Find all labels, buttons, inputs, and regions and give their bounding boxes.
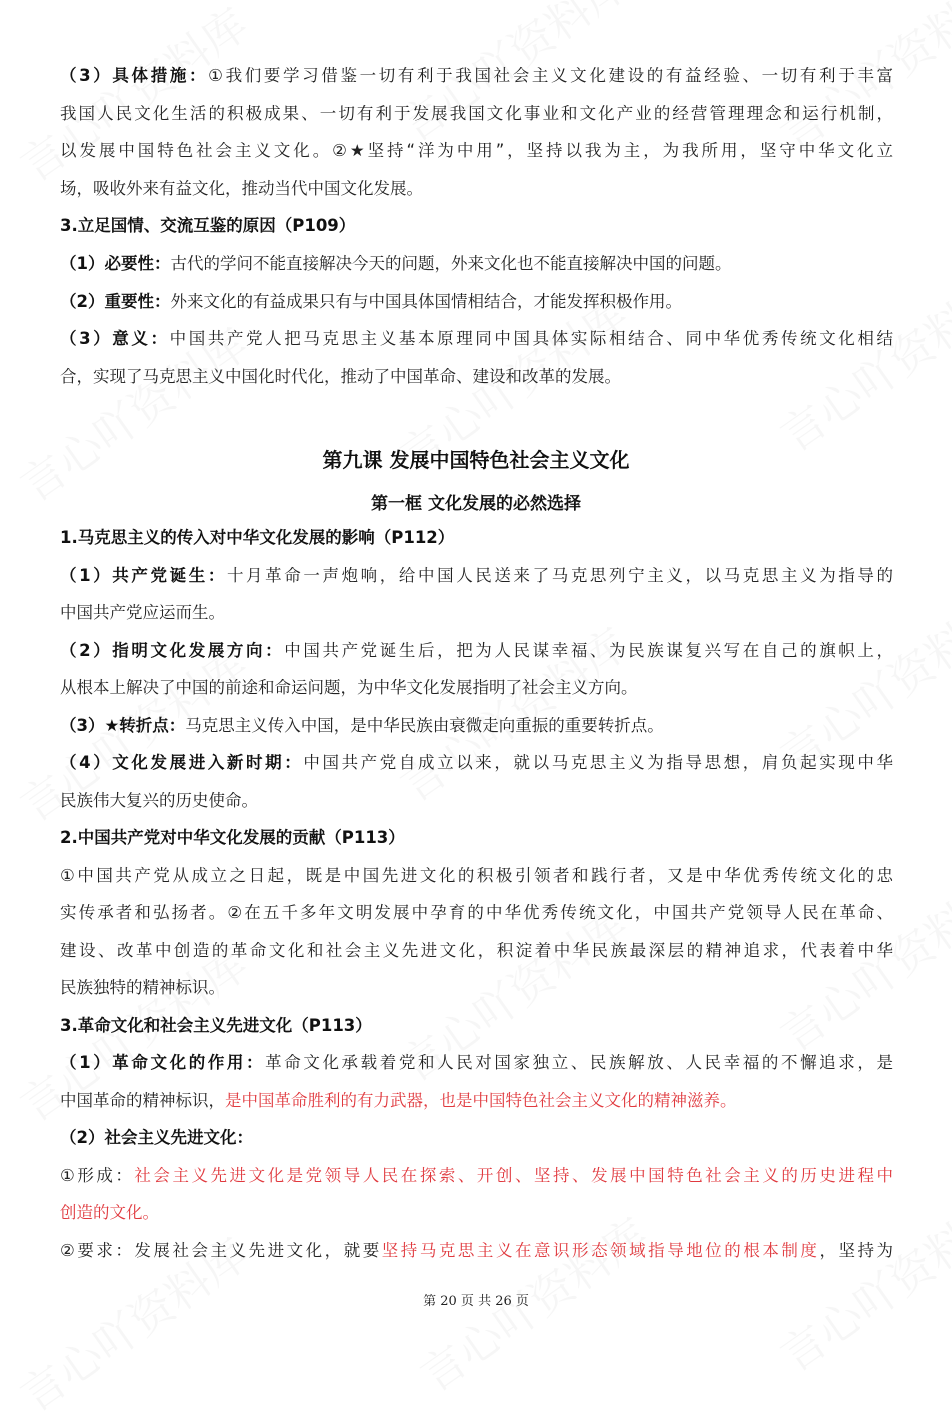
body-text: 民族独特的精神标识。 [60,978,225,997]
frame-subtitle: 第一框 文化发展的必然选择 [371,494,581,514]
text-line [60,328,893,350]
bold-heading-text: （2）重要性： [60,291,171,311]
watermark-text [6,0,259,194]
text-line [60,1165,893,1187]
text-line [60,565,893,587]
text-line [60,291,893,313]
body-text: 我国人民文化生活的积极成果、一切有利于发展我国文化事业和文化产业的经营管理理念和运行机制， [60,103,893,123]
text-line [60,977,893,999]
body-text: 以发展中国特色社会主义文化。②★坚持“洋为中用”，坚持以我为主，为我所用，坚守中华文化立 [60,141,893,161]
text-line [60,366,893,388]
highlighted-text: 坚持马克思主义在意识形态领域指导地位的根本制度 [381,1240,820,1260]
text-line [60,902,893,924]
bold-heading-text: （3）★转折点： [60,715,186,735]
text-line [60,253,893,275]
bold-heading-text: （3）具体措施： [60,66,209,85]
body-text: 中国共产党应运而生。 [60,603,225,622]
bold-heading-text: （1）共产党诞生： [60,565,227,585]
bold-heading-text: 3.立足国情、交流互鉴的原因（P109） [60,216,356,236]
text-line [60,215,893,237]
body-text: ①中国共产党从成立之日起，既是中国先进文化的积极引领者和践行者，又是中华优秀传统文化的忠 [60,865,893,885]
bold-heading-text: 3.革命文化和社会主义先进文化（P113） [60,1015,372,1035]
text-line [60,1015,893,1037]
highlighted-text: 社会主义先进文化是党领导人民在探索、开创、坚持、发展中国特色社会主义的历史进程中 [134,1165,893,1185]
text-line [60,140,893,162]
body-text: ①我们要学习借鉴一切有利于我国社会主义文化建设的有益经验、一切有利于丰富 [208,66,893,85]
bold-heading-text: （4）文化发展进入新时期： [60,753,304,772]
text-line [60,677,893,699]
body-text: 民族伟大复兴的历史使命。 [60,790,258,810]
text-line [60,790,893,812]
text-line [60,640,893,662]
body-text: 建设、改革中创造的革命文化和社会主义先进文化，积淀着中华民族最深层的精神追求，代表着中华 [60,940,893,960]
bold-heading-text: （1）必要性： [60,254,171,273]
bold-heading-text: 1.马克思主义的传入对中华文化发展的影响（P112） [60,528,455,547]
body-text: 中国革命的精神标识， [60,1090,225,1110]
body-text: 十月革命一声炮响，给中国人民送来了马克思列宁主义，以马克思主义为指导的 [226,565,893,585]
body-text: ②要求：发展社会主义先进文化，就要 [60,1240,382,1260]
text-line [60,1240,893,1262]
body-text: 中国共产党自成立以来，就以马克思主义为指导思想，肩负起实现中华 [303,753,893,772]
text-line [60,865,893,887]
body-text: 合，实现了马克思主义中国化时代化，推动了中国革命、建设和改革的发展。 [60,366,621,386]
text-line [60,527,893,549]
body-text: 实传承者和弘扬者。②在五千多年文明发展中孕育的中华优秀传统文化，中国共产党领导人民在革命、 [60,903,893,922]
text-line [60,602,893,624]
body-text: 场，吸收外来有益文化，推动当代中国文化发展。 [60,178,423,198]
bold-heading-text: 2.中国共产党对中华文化发展的贡献（P113） [60,828,405,847]
page-footer: 第 20 页 共 26 页 [423,1294,529,1309]
body-text: 从根本上解决了中国的前途和命运问题，为中华文化发展指明了社会主义方向。 [60,678,638,697]
text-line [60,827,893,849]
text-line [60,715,893,737]
text-line [60,103,893,125]
text-line [60,940,893,962]
text-line [60,1127,893,1149]
body-text: 中国共产党人把马克思主义基本原理同中国具体实际相结合、同中华优秀传统文化相结 [169,329,893,349]
highlighted-text: 创造的文化。 [60,1203,159,1222]
bold-heading-text: （2）社会主义先进文化： [60,1128,253,1147]
bold-heading-text: （2）指明文化发展方向： [60,640,285,660]
body-text: 古代的学问不能直接解决今天的问题，外来文化也不能直接解决中国的问题。 [170,254,732,273]
bold-heading-text: （1）革命文化的作用： [60,1053,266,1072]
text-line [60,1052,893,1074]
body-text: 外来文化的有益成果只有与中国具体国情相结合，才能发挥积极作用。 [170,291,682,311]
text-line [60,65,893,87]
body-text: 马克思主义传入中国，是中华民族由衰微走向重振的重要转折点。 [185,715,664,735]
text-line [60,1090,893,1112]
text-line [60,178,893,200]
highlighted-text: 是中国革命胜利的有力武器，也是中国特色社会主义文化的精神滋养。 [225,1090,737,1110]
text-line [60,1202,893,1224]
lesson-title: 第九课 发展中国特色社会主义文化 [322,448,630,472]
bold-heading-text: （3）意义： [60,329,170,349]
body-text: 中国共产党诞生后，把为人民谋幸福、为民族谋复兴写在自己的旗帜上， [284,640,893,660]
body-text: ，坚持为 [819,1240,893,1260]
body-text: 革命文化承载着党和人民对国家独立、民族解放、人民幸福的不懈追求，是 [265,1053,893,1072]
text-line [60,752,893,774]
body-text: ①形成： [60,1165,135,1185]
